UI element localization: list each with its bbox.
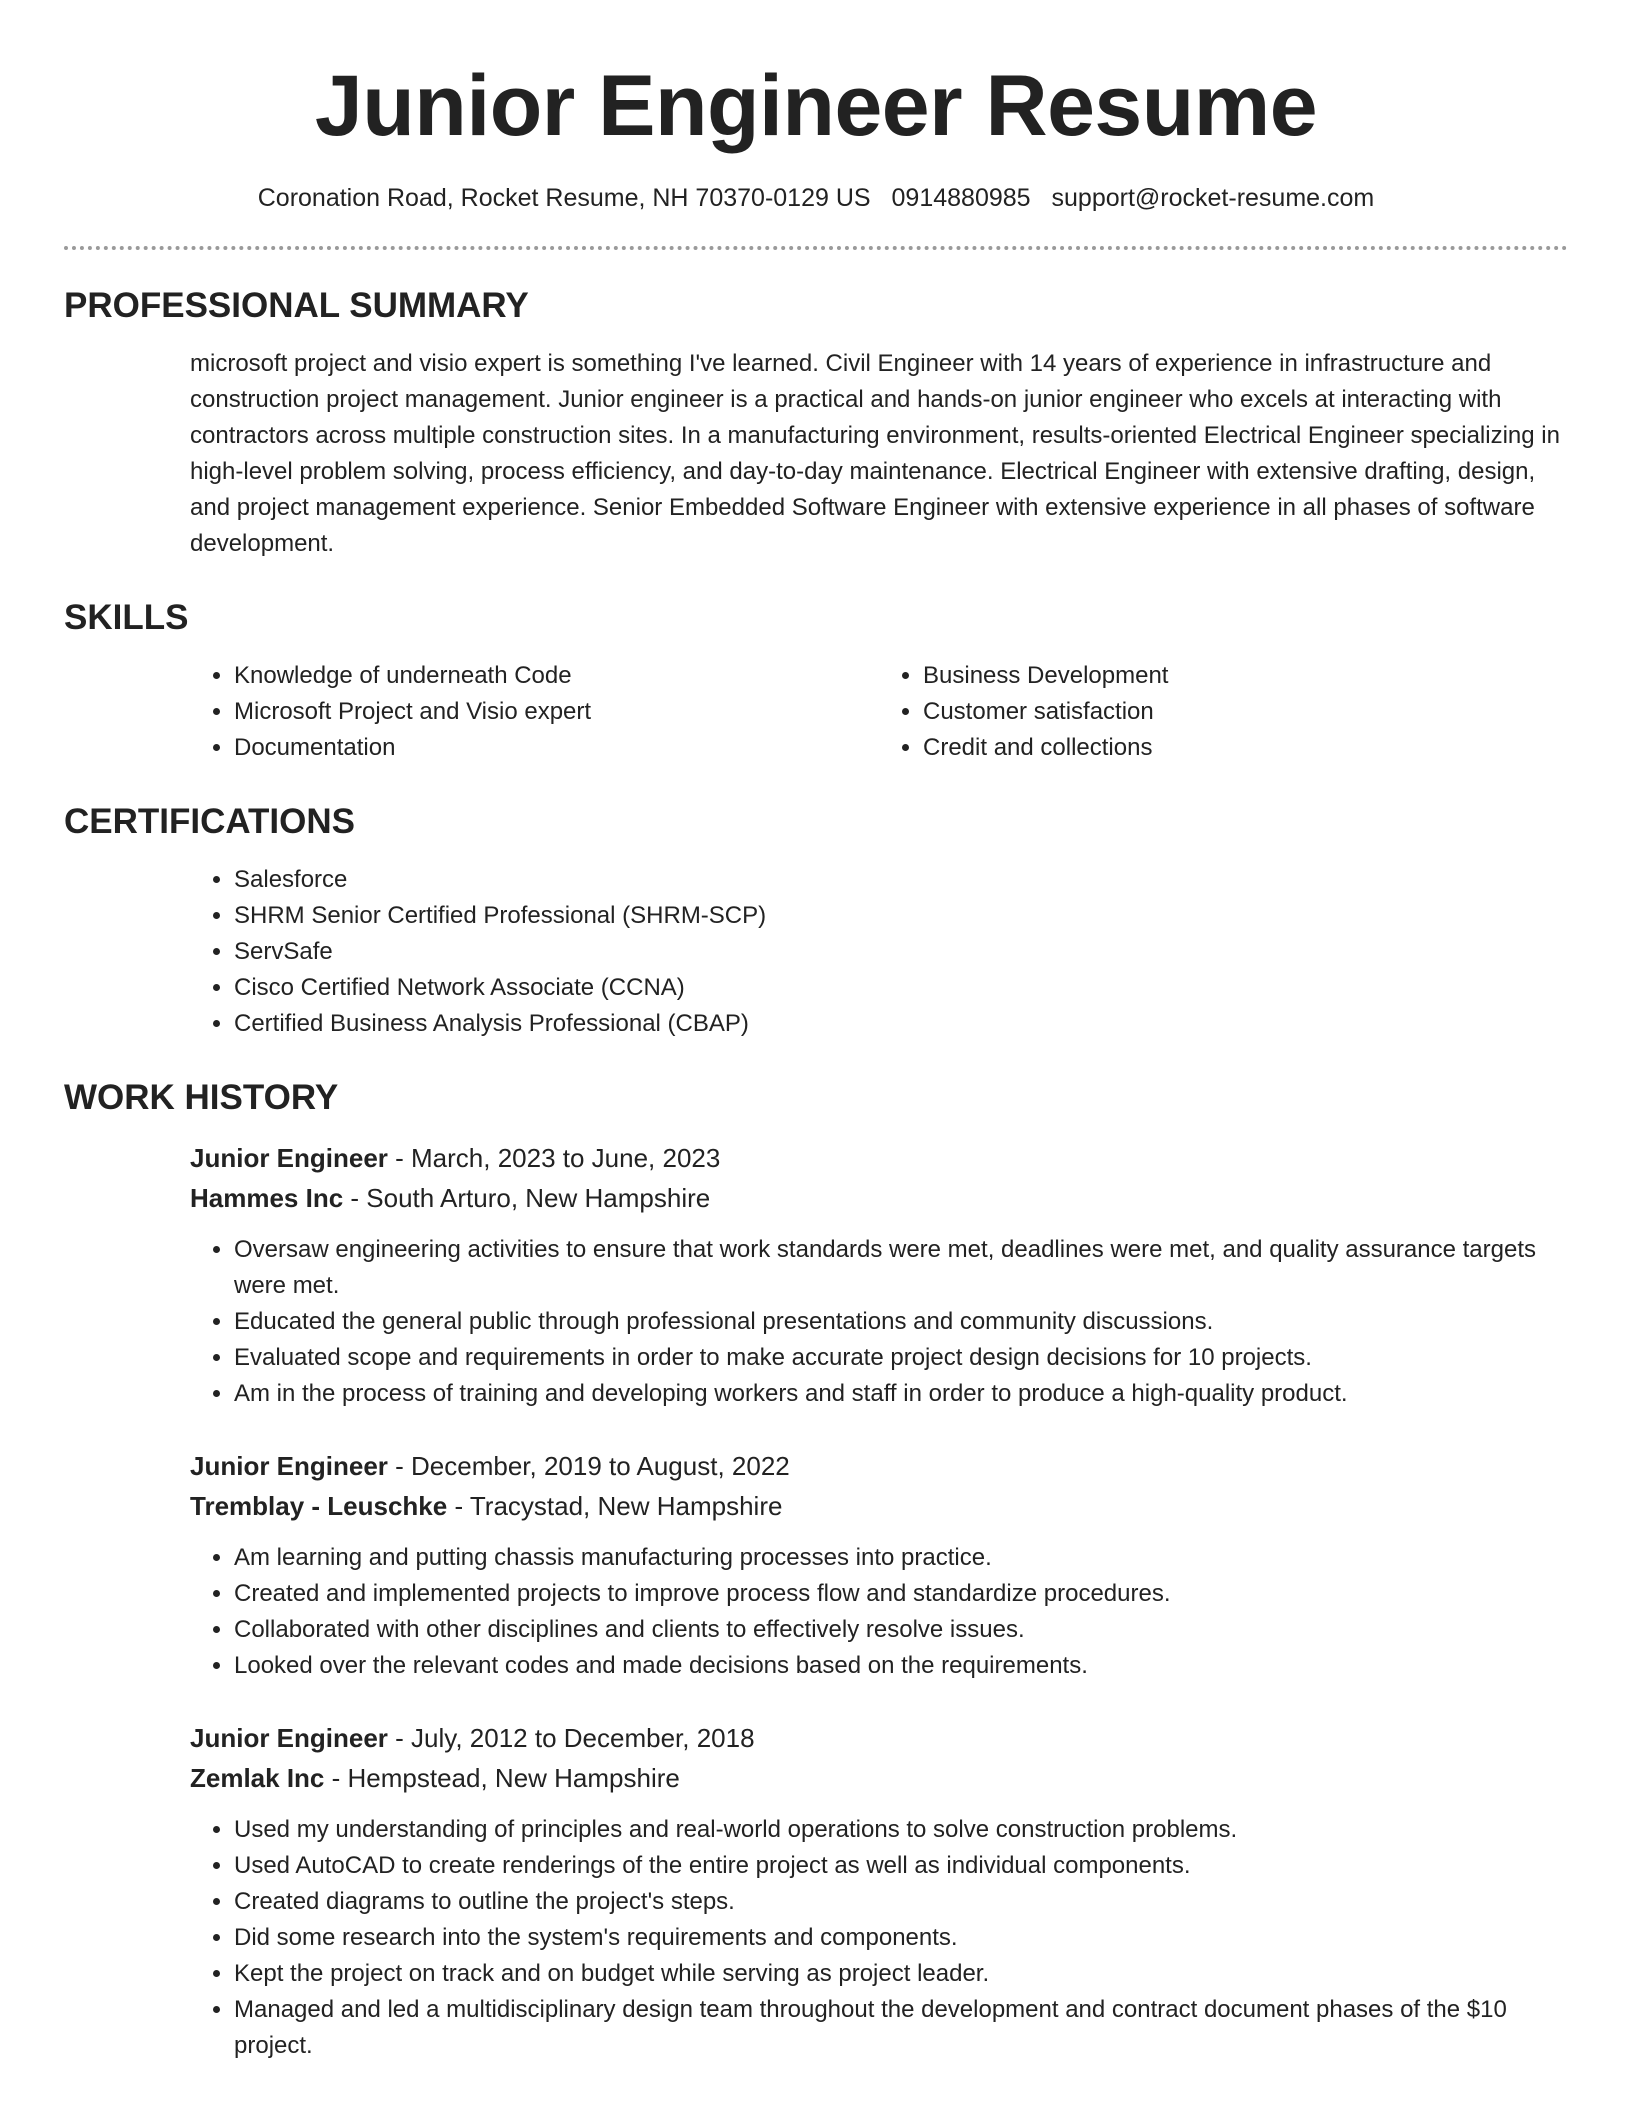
job-duty: • Managed and led a multidisciplinary design team throughout the development and contract document phases of the $10 project. bbox=[234, 1992, 1568, 2064]
job-dates: - July, 2012 to December, 2018 bbox=[387, 1723, 755, 1753]
job-duty: • Am in the process of training and developing workers and staff in order to produce a high-quality product. bbox=[234, 1376, 1568, 1412]
work-history-body bbox=[64, 1138, 1568, 2064]
job-location: - South Arturo, New Hampshire bbox=[343, 1183, 711, 1213]
job-duty: • Created and implemented projects to improve process flow and standardize procedures. bbox=[234, 1576, 1568, 1612]
job-duty: • Educated the general public through professional presentations and community discussions. bbox=[234, 1304, 1568, 1340]
job-title-line bbox=[190, 1718, 1568, 1758]
skill-item: • Knowledge of underneath Code bbox=[234, 658, 879, 694]
job-title-line bbox=[190, 1446, 1568, 1486]
job-role: Junior Engineer bbox=[190, 1723, 388, 1753]
skills-list-left bbox=[190, 658, 879, 766]
resume-header bbox=[64, 56, 1568, 214]
job-role: Junior Engineer bbox=[190, 1451, 388, 1481]
certifications-body bbox=[64, 862, 1568, 1042]
job-location: - Tracystad, New Hampshire bbox=[447, 1491, 783, 1521]
skill-item: • Documentation bbox=[234, 730, 879, 766]
certifications-heading: CERTIFICATIONS bbox=[64, 802, 356, 841]
skills-heading: SKILLS bbox=[64, 598, 189, 637]
job-duty: • Created diagrams to outline the project's steps. bbox=[234, 1884, 1568, 1920]
job-duty: • Am learning and putting chassis manufacturing processes into practice. bbox=[234, 1540, 1568, 1576]
skills-grid bbox=[64, 658, 1568, 766]
header-divider bbox=[64, 246, 1568, 250]
job-duty: • Kept the project on track and on budget while serving as project leader. bbox=[234, 1956, 1568, 1992]
summary-body bbox=[64, 346, 1568, 562]
job-duties-list bbox=[190, 1540, 1568, 1684]
work-history-heading: WORK HISTORY bbox=[64, 1078, 339, 1117]
skill-item: • Microsoft Project and Visio expert bbox=[234, 694, 879, 730]
job-entry bbox=[190, 1138, 1568, 1412]
certification-item: • Certified Business Analysis Professional (CBAP) bbox=[234, 1006, 1568, 1042]
job-entry bbox=[190, 1446, 1568, 1684]
certification-item: • Cisco Certified Network Associate (CCNA) bbox=[234, 970, 1568, 1006]
job-title-line bbox=[190, 1138, 1568, 1178]
certifications-list bbox=[190, 862, 1568, 1042]
job-company-line bbox=[190, 1178, 1568, 1218]
job-dates: - March, 2023 to June, 2023 bbox=[387, 1143, 721, 1173]
skills-section bbox=[64, 596, 1568, 766]
skill-item: • Customer satisfaction bbox=[923, 694, 1568, 730]
contact-phone: 0914880985 bbox=[891, 184, 1031, 212]
job-duty: • Did some research into the system's requirements and components. bbox=[234, 1920, 1568, 1956]
job-duty: • Oversaw engineering activities to ensure that work standards were met, deadlines were met, and quality assurance targets were met. bbox=[234, 1232, 1568, 1304]
summary-heading: PROFESSIONAL SUMMARY bbox=[64, 286, 529, 325]
skills-column-right bbox=[879, 658, 1568, 766]
summary-section bbox=[64, 284, 1568, 562]
skill-item: • Credit and collections bbox=[923, 730, 1568, 766]
job-duties-list bbox=[190, 1232, 1568, 1412]
job-company: Hammes Inc bbox=[190, 1183, 344, 1213]
contact-line bbox=[64, 182, 1568, 214]
job-duty: • Evaluated scope and requirements in order to make accurate project design decisions for 10 projects. bbox=[234, 1340, 1568, 1376]
contact-address: Coronation Road, Rocket Resume, NH 70370-0129 US bbox=[257, 184, 871, 212]
job-location: - Hempstead, New Hampshire bbox=[324, 1763, 680, 1793]
job-dates: - December, 2019 to August, 2022 bbox=[387, 1451, 790, 1481]
job-duty: • Collaborated with other disciplines and clients to effectively resolve issues. bbox=[234, 1612, 1568, 1648]
job-duties-list bbox=[190, 1812, 1568, 2064]
certification-item: • ServSafe bbox=[234, 934, 1568, 970]
summary-text: microsoft project and visio expert is something I've learned. Civil Engineer with 14 years of experience in infrastructure and construction project management. Junior engineer is a practical and hands-on junior engineer who excels at interacting with contractors across multiple construction sites. In a manufacturing environment, results-oriented Electrical Engineer specializing in high-level problem solving, process efficiency, and day-to-day maintenance. Electrical Engineer with extensive drafting, design, and project management experience. Senior Embedded Software Engineer with extensive experience in all phases of software development. bbox=[190, 350, 1560, 557]
skill-item: • Business Development bbox=[923, 658, 1568, 694]
job-duty: • Looked over the relevant codes and made decisions based on the requirements. bbox=[234, 1648, 1568, 1684]
contact-email: support@rocket-resume.com bbox=[1051, 184, 1375, 212]
job-company-line bbox=[190, 1758, 1568, 1798]
work-history-section bbox=[64, 1076, 1568, 2064]
job-entry bbox=[190, 1718, 1568, 2064]
certifications-section bbox=[64, 800, 1568, 1042]
job-duty: • Used my understanding of principles and real-world operations to solve construction problems. bbox=[234, 1812, 1568, 1848]
job-company: Zemlak Inc bbox=[190, 1763, 325, 1793]
job-company-line bbox=[190, 1486, 1568, 1526]
job-company: Tremblay - Leuschke bbox=[190, 1491, 448, 1521]
job-duty: • Used AutoCAD to create renderings of the entire project as well as individual components. bbox=[234, 1848, 1568, 1884]
skills-list-right bbox=[879, 658, 1568, 766]
certification-item: • Salesforce bbox=[234, 862, 1568, 898]
job-role: Junior Engineer bbox=[190, 1143, 388, 1173]
resume-title: Junior Engineer Resume bbox=[314, 58, 1318, 154]
skills-column-left bbox=[190, 658, 879, 766]
certification-item: • SHRM Senior Certified Professional (SHRM-SCP) bbox=[234, 898, 1568, 934]
